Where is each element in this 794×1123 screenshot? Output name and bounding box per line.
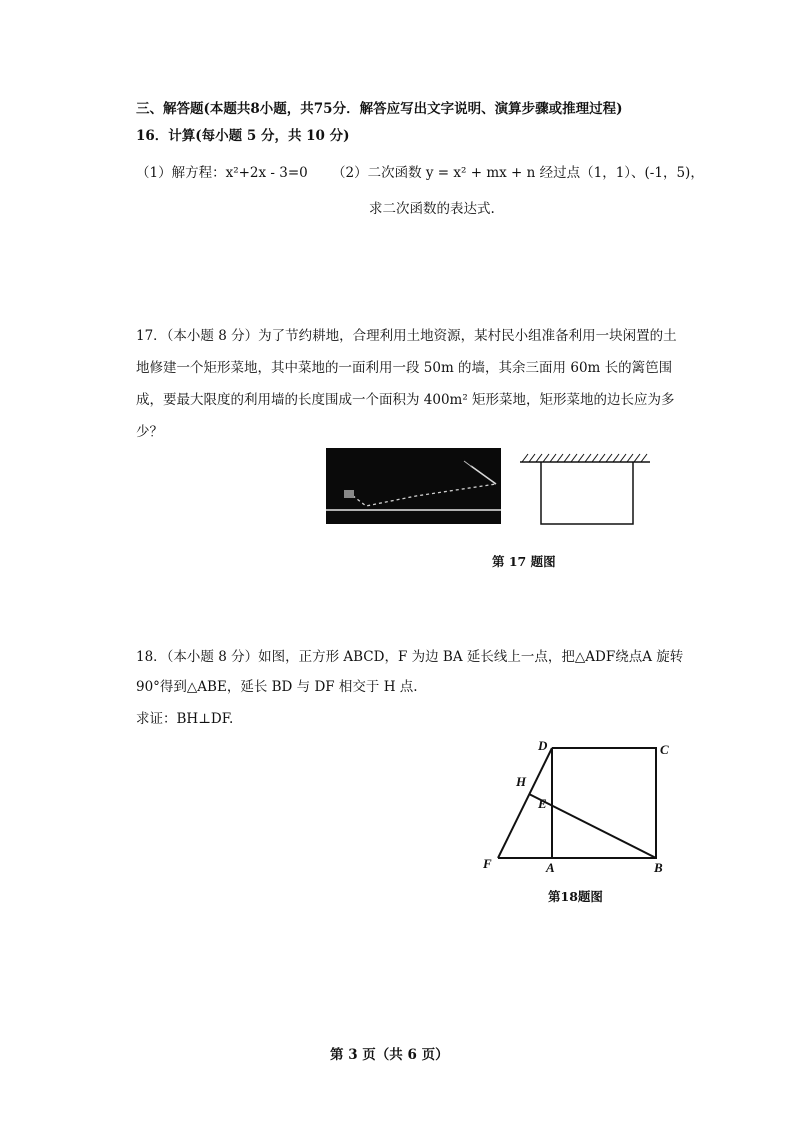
- wall-hatching: [522, 454, 647, 462]
- q18-line2: 90°得到△ABE，延长 BD 与 DF 相交于 H 点.: [136, 679, 418, 695]
- q16-part1-equation: x²+2x - 3=0: [225, 165, 308, 181]
- label-h: H: [516, 774, 527, 789]
- label-c: C: [660, 742, 669, 757]
- label-f: F: [483, 856, 492, 871]
- fence-rectangle: [541, 462, 633, 524]
- section-heading: 三、解答题(本题共8小题，共75分．解答应写出文字说明、演算步骤或推理过程): [136, 101, 623, 117]
- page-footer: 第 3 页（共 6 页）: [330, 1047, 449, 1063]
- q16-part1: [136, 164, 308, 182]
- q17-line2: 地修建一个矩形菜地，其中菜地的一面利用一段 50m 的墙，其余三面用 60m 长的篱笆围: [136, 360, 673, 376]
- q16-title: 16．计算(每小题 5 分，共 10 分): [136, 128, 350, 144]
- q17-photo: [326, 448, 501, 524]
- q16-part2-line2: 求二次函数的表达式.: [369, 201, 495, 217]
- q17-line3: 成，要最大限度的利用墙的长度围成一个面积为 400m² 矩形菜地，矩形菜地的边长应为多: [136, 392, 675, 408]
- q18-line1: 18．（本小题 8 分）如图，正方形 ABCD，F 为边 BA 延长线上一点，把△ADF绕点A 旋转: [136, 649, 684, 665]
- q16-part1-label: （1）解方程：: [136, 165, 226, 181]
- q16-part2-line1: （2）二次函数 y = x² + mx + n 经过点（1，1）、(-1，5)，: [332, 165, 704, 181]
- label-e: E: [538, 796, 547, 811]
- q18-diagram: [478, 736, 678, 885]
- label-a: A: [546, 860, 555, 875]
- q17-line4: 少？: [136, 424, 163, 440]
- q17-photo-art: [326, 448, 501, 524]
- label-d: D: [538, 738, 548, 753]
- q17-wall-diagram: [520, 452, 650, 532]
- q17-caption: 第 17 题图: [492, 554, 556, 569]
- q18-prove: 求证：BH⊥DF.: [136, 711, 234, 727]
- q18-caption: 第18题图: [548, 889, 603, 904]
- q17-line1: 17．（本小题 8 分）为了节约耕地，合理利用土地资源，某村民小组准备利用一块闲置的土: [136, 328, 677, 344]
- line-bh: [529, 794, 656, 858]
- square-abcd: [552, 748, 656, 858]
- label-b: B: [654, 860, 663, 875]
